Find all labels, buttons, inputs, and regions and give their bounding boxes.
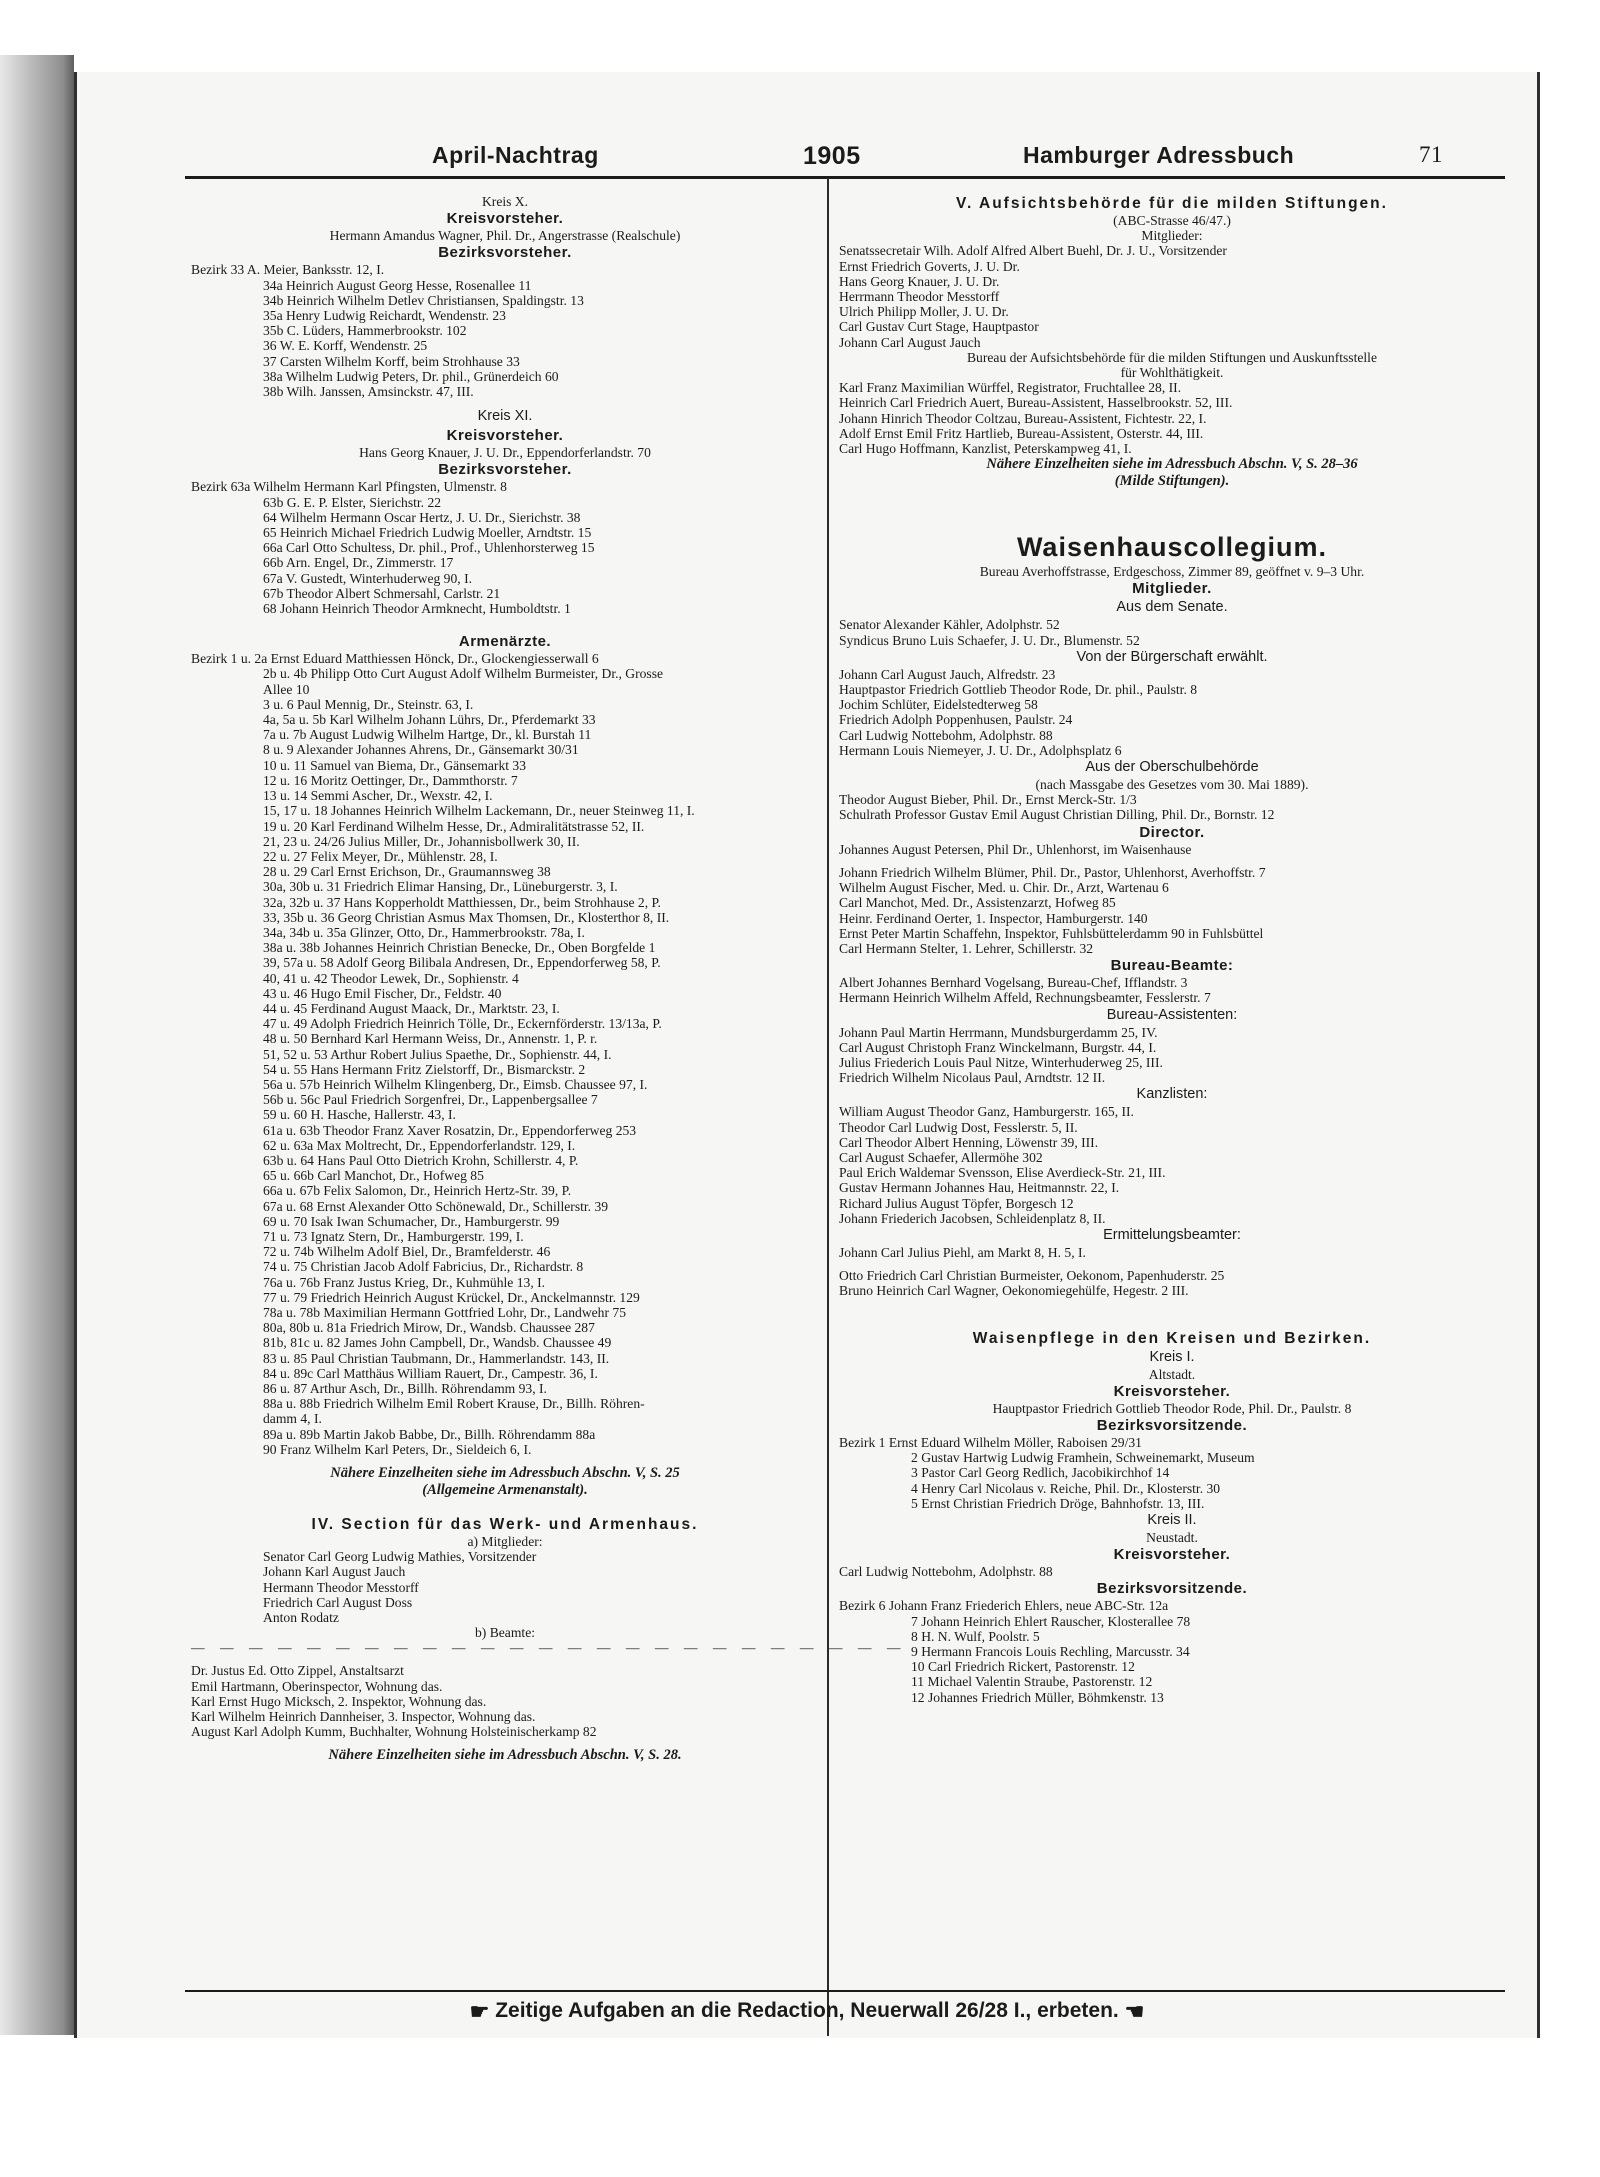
entry-line: 47 u. 49 Adolph Friedrich Heinrich Tölle, Dr., Eckernförderstr. 13/13a, P.: [263, 1016, 662, 1032]
entry-line: Hermann Theodor Messtorff: [263, 1579, 419, 1595]
entry-line: Friedrich Adolph Poppenhusen, Paulstr. 24: [839, 712, 1073, 728]
entry-line: Johann Hinrich Theodor Coltzau, Bureau-Assistent, Fichtestr. 22, I.: [839, 410, 1207, 426]
entry-line: William August Theodor Ganz, Hamburgerstr. 165, II.: [839, 1104, 1134, 1120]
entry-line: 13 u. 14 Semmi Ascher, Dr., Wexstr. 42, I.: [263, 788, 493, 804]
entry-line: Kreis X.: [481, 194, 529, 209]
entry-line: Hermann Amandus Wagner, Phil. Dr., Angerstrasse (Realschule): [329, 228, 681, 244]
spacer: [839, 1299, 1505, 1329]
entry-line: Gustav Hermann Johannes Hau, Heitmannstr. 22, I.: [839, 1180, 1120, 1196]
spacer: [839, 857, 1505, 865]
entry-line: (Milde Stiftungen).: [1114, 473, 1230, 490]
entry-line: 5 Ernst Christian Friedrich Dröge, Bahnhofstr. 13, III.: [911, 1495, 1205, 1511]
entry-line: Kreisvorsteher.: [1113, 1546, 1231, 1564]
entry-line: 56b u. 56c Paul Friedrich Sorgenfrei, Dr., Lappenbergsallee 7: [263, 1092, 598, 1108]
entry-line: Karl Franz Maximilian Würffel, Registrator, Fruchtallee 28, II.: [839, 380, 1182, 396]
entry-line: 34b Heinrich Wilhelm Detlev Christiansen, Spaldingstr. 13: [263, 292, 584, 308]
entry-line: Mitglieder:: [1141, 228, 1203, 244]
entry-line: Kreisvorsteher.: [1113, 1382, 1231, 1400]
entry-line: Bezirk 1 Ernst Eduard Wilhelm Möller, Raboisen 29/31: [839, 1434, 1142, 1450]
entry-line: Jochim Schlüter, Eidelstedterweg 58: [839, 697, 1038, 713]
entry-line: 7 Johann Heinrich Ehlert Rauscher, Klosterallee 78: [911, 1613, 1191, 1629]
entry-line: Friedrich Carl August Doss: [263, 1594, 413, 1610]
entry-line: Johannes August Petersen, Phil Dr., Uhlenhorst, im Waisenhause: [839, 841, 1192, 857]
entry-line: 2 Gustav Hartwig Ludwig Framhein, Schweinemarkt, Museum: [911, 1450, 1255, 1466]
entry-line: Karl Wilhelm Heinrich Dannheiser, 3. Inspector, Wohnung das.: [191, 1709, 536, 1725]
entry-line: Anton Rodatz: [263, 1610, 339, 1626]
entry-line: 68 Johann Heinrich Theodor Armknecht, Humboldtstr. 1: [263, 601, 571, 617]
entry-line: August Karl Adolph Kumm, Buchhalter, Wohnung Holsteinischerkamp 82: [191, 1724, 597, 1740]
entry-line: Nähere Einzelheiten siehe im Adressbuch Abschn. V, S. 25: [330, 1465, 680, 1482]
spacer: [191, 1739, 819, 1747]
entry-line: 10 Carl Friedrich Rickert, Pastorenstr. 12: [911, 1659, 1135, 1675]
entry-line: Bruno Heinrich Carl Wagner, Oekonomiegehülfe, Hegestr. 2 III.: [839, 1283, 1189, 1299]
entry-line: b) Beamte:: [474, 1625, 536, 1641]
entry-line: Senator Carl Georg Ludwig Mathies, Vorsitzender: [263, 1549, 537, 1565]
entry-line: IV. Section für das Werk- und Armenhaus.: [311, 1516, 699, 1534]
entry-line: 62 u. 63a Max Moltrecht, Dr., Eppendorferlandstr. 129, I.: [263, 1137, 576, 1153]
entry-line: 65 Heinrich Michael Friedrich Ludwig Moeller, Arndtstr. 15: [263, 525, 592, 541]
entry-line: Johann Carl August Jauch, Alfredstr. 23: [839, 666, 1056, 682]
entry-line: 44 u. 45 Ferdinand August Maack, Dr., Marktstr. 23, I.: [263, 1000, 560, 1016]
entry-line: 36 W. E. Korff, Wendenstr. 25: [263, 338, 428, 354]
page-header: [77, 142, 1537, 176]
entry-line: 77 u. 79 Friedrich Heinrich August Krückel, Dr., Anckelmannstr. 129: [263, 1289, 640, 1305]
spacer: [191, 616, 819, 632]
entry-line: Ermittelungsbeamter:: [1103, 1226, 1241, 1243]
entry-line: 72 u. 74b Wilhelm Adolf Biel, Dr., Bramfelderstr. 46: [263, 1244, 551, 1260]
entry-line: Hans Georg Knauer, J. U. Dr.: [839, 273, 1000, 289]
entry-line: Hauptpastor Friedrich Gottlieb Theodor Rode, Phil. Dr., Paulstr. 8: [992, 1400, 1352, 1416]
entry-line: Heinrich Carl Friedrich Auert, Bureau-Assistent, Hasselbrookstr. 52, III.: [839, 395, 1233, 411]
entry-line: 15, 17 u. 18 Johannes Heinrich Wilhelm Lackemann, Dr., neuer Steinweg 11, I.: [263, 803, 695, 819]
entry-line: Hans Georg Knauer, J. U. Dr., Eppendorferlandstr. 70: [359, 445, 651, 461]
header-left: April-Nachtrag: [432, 142, 599, 168]
entry-line: 12 u. 16 Moritz Oettinger, Dr., Dammthorstr. 7: [263, 772, 518, 788]
entry-line: Hermann Heinrich Wilhelm Affeld, Rechnungsbeamter, Fesslerstr. 7: [839, 990, 1211, 1006]
entry-line: Johann Karl August Jauch: [263, 1564, 406, 1580]
entry-line: 63b u. 64 Hans Paul Otto Dietrich Krohn, Schillerstr. 4, P.: [263, 1152, 579, 1168]
entry-line: 66a u. 67b Felix Salomon, Dr., Heinrich Hertz-Str. 39, P.: [263, 1183, 572, 1199]
entry-line: 88a u. 88b Friedrich Wilhelm Emil Robert Krause, Dr., Billh. Röhren-: [263, 1396, 645, 1412]
entry-line: 34a, 34b u. 35a Glinzer, Otto, Dr., Hammerbrookstr. 78a, I.: [263, 924, 585, 940]
entry-line: 67b Theodor Albert Schmersahl, Carlstr. 21: [263, 585, 501, 601]
entry-line: 56a u. 57b Heinrich Wilhelm Klingenberg, Dr., Eimsb. Chaussee 97, I.: [263, 1076, 648, 1092]
entry-line: 43 u. 46 Hugo Emil Fischer, Dr., Feldstr. 40: [263, 985, 502, 1001]
entry-line: 54 u. 55 Hans Hermann Fritz Zielstorff, Dr., Bismarckstr. 2: [263, 1061, 586, 1077]
entry-line: 38a u. 38b Johannes Heinrich Christian Benecke, Dr., Oben Borgfelde 1: [263, 940, 656, 956]
entry-line: Carl Gustav Curt Stage, Hauptpastor: [839, 319, 1039, 335]
scan-edge-left: [0, 55, 74, 2035]
header-rule: [185, 176, 1505, 179]
entry-line: Johann Paul Martin Herrmann, Mundsburgerdamm 25, IV.: [839, 1024, 1158, 1040]
footer-text: Zeitige Aufgaben an die Redaction, Neuerwall 26/28 I., erbeten.: [495, 1999, 1119, 2022]
entry-line: Schulrath Professor Gustav Emil August Christian Dilling, Phil. Dr., Bornstr. 12: [839, 807, 1275, 823]
entry-line: 89a u. 89b Martin Jakob Babbe, Dr., Billh. Röhrendamm 88a: [263, 1426, 596, 1442]
entry-line: 48 u. 50 Bernhard Karl Hermann Weiss, Dr., Annenstr. 1, P. r.: [263, 1031, 598, 1047]
entry-line: Karl Ernst Hugo Micksch, 2. Inspektor, Wohnung das.: [191, 1693, 487, 1709]
entry-line: 59 u. 60 H. Hasche, Hallerstr. 43, I.: [263, 1107, 456, 1123]
entry-line: 39, 57a u. 58 Adolf Georg Bilibala Andresen, Dr., Eppendorferweg 58, P.: [263, 955, 661, 971]
entry-line: Bureau der Aufsichtsbehörde für die milden Stiftungen und Auskunftsstelle: [966, 349, 1377, 365]
entry-line: Bezirk 1 u. 2a Ernst Eduard Matthiessen Hönck, Dr., Glockengiesserwall 6: [191, 651, 599, 667]
entry-line: Ernst Peter Martin Schaffehn, Inspektor, Fuhlsbüttelerdamm 90 in Fuhlsbüttel: [839, 925, 1264, 941]
entry-line: Carl Hermann Stelter, 1. Lehrer, Schillerstr. 32: [839, 940, 1094, 956]
entry-line: 51, 52 u. 53 Arthur Robert Julius Spaethe, Dr., Sophienstr. 44, I.: [263, 1046, 612, 1062]
entry-line: Senatssecretair Wilh. Adolf Alfred Albert Buehl, Dr. J. U., Vorsitzender: [839, 243, 1227, 259]
entry-line: Ulrich Philipp Moller, J. U. Dr.: [839, 304, 1009, 320]
entry-line: Dr. Justus Ed. Otto Zippel, Anstaltsarzt: [191, 1663, 404, 1679]
entry-line: Von der Bürgerschaft erwählt.: [1076, 648, 1268, 665]
entry-line: damm 4, I.: [263, 1411, 322, 1427]
entry-line: Friedrich Wilhelm Nicolaus Paul, Arndtstr. 12 II.: [839, 1070, 1106, 1086]
entry-line: 81b, 81c u. 82 James John Campbell, Dr., Wandsb. Chaussee 49: [263, 1335, 612, 1351]
entry-line: Johann Friedrich Wilhelm Blümer, Phil. Dr., Pastor, Uhlenhorst, Averhoffstr. 7: [839, 864, 1266, 880]
entry-line: Otto Friedrich Carl Christian Burmeister, Oekonom, Papenhuderstr. 25: [839, 1268, 1225, 1284]
entry-line: 76a u. 76b Franz Justus Krieg, Dr., Kuhmühle 13, I.: [263, 1274, 546, 1290]
entry-line: Emil Hartmann, Oberinspector, Wohnung das.: [191, 1678, 443, 1694]
entry-line: Waisenhauscollegium.: [1016, 532, 1328, 563]
entry-line: Kreis II.: [1147, 1511, 1197, 1528]
entry-line: Kreis XI.: [477, 408, 533, 425]
entry-line: Adolf Ernst Emil Fritz Hartlieb, Bureau-Assistent, Osterstr. 44, III.: [839, 425, 1204, 441]
entry-line: Director.: [1139, 823, 1205, 841]
pointing-hand-icon: ☛: [469, 1999, 490, 2024]
entry-line: Bureau-Assistenten:: [1106, 1006, 1238, 1023]
entry-line: Allee 10: [263, 681, 310, 697]
entry-line: Paul Erich Waldemar Svensson, Elise Averdieck-Str. 21, III.: [839, 1165, 1166, 1181]
entry-line: Altstadt.: [1148, 1366, 1196, 1382]
entry-line: Hermann Louis Niemeyer, J. U. Dr., Adolphsplatz 6: [839, 742, 1122, 758]
entry-line: Johann Carl August Jauch: [839, 334, 981, 350]
footer: [77, 1999, 1537, 2025]
entry-line: (Allgemeine Armenanstalt).: [422, 1482, 588, 1499]
entry-line: 8 H. N. Wulf, Poolstr. 5: [911, 1628, 1040, 1644]
entry-line: Senator Alexander Kähler, Adolphstr. 52: [839, 617, 1060, 633]
entry-line: 22 u. 27 Felix Meyer, Dr., Mühlenstr. 28, I.: [263, 848, 498, 864]
spacer: [191, 1655, 819, 1663]
entry-line: 8 u. 9 Alexander Johannes Ahrens, Dr., Gänsemarkt 30/31: [263, 742, 579, 758]
entry-line: Waisenpflege in den Kreisen und Bezirken.: [972, 1329, 1372, 1347]
entry-line: 35a Henry Ludwig Reichardt, Wendenstr. 23: [263, 308, 506, 324]
entry-line: Bureau Averhoffstrasse, Erdgeschoss, Zimmer 89, geöffnet v. 9–3 Uhr.: [979, 564, 1365, 580]
entry-line: Kreis I.: [1149, 1348, 1195, 1365]
entry-line: 9 Hermann Francois Louis Rechling, Marcusstr. 34: [911, 1644, 1190, 1659]
column-divider: [827, 178, 829, 2036]
entry-line: Armenärzte.: [458, 633, 552, 651]
spacer: [839, 1260, 1505, 1268]
entry-line: Mitglieder.: [1132, 580, 1212, 598]
entry-line: 64 Wilhelm Hermann Oscar Hertz, J. U. Dr., Sierichstr. 38: [263, 509, 581, 525]
spacer: [191, 1457, 819, 1465]
footer-rule: [185, 1990, 1505, 1992]
entry-line: 40, 41 u. 42 Theodor Lewek, Dr., Sophienstr. 4: [263, 970, 519, 986]
entry-line: Bezirk 63a Wilhelm Hermann Karl Pfingsten, Ulmenstr. 8: [191, 479, 507, 495]
entry-line: Carl Manchot, Med. Dr., Assistenzarzt, Hofweg 85: [839, 895, 1116, 911]
entry-line: Albert Johannes Bernhard Vogelsang, Bureau-Chef, Ifflandstr. 3: [839, 975, 1188, 991]
entry-line: Bezirk 6 Johann Franz Friederich Ehlers, neue ABC-Str. 12a: [839, 1598, 1169, 1614]
spacer: [191, 399, 819, 407]
entry-line: 71 u. 73 Ignatz Stern, Dr., Hamburgerstr. 199, I.: [263, 1228, 524, 1244]
entry-line: Johann Carl Julius Piehl, am Markt 8, H. 5, I.: [839, 1244, 1086, 1260]
entry-line: 90 Franz Wilhelm Karl Peters, Dr., Sieldeich 6, I.: [263, 1441, 532, 1457]
entry-line: 3 u. 6 Paul Mennig, Dr., Steinstr. 63, I.: [263, 696, 474, 712]
entry-line: 4 Henry Carl Nicolaus v. Reiche, Phil. Dr., Klosterstr. 30: [911, 1480, 1221, 1496]
entry-line: 38a Wilhelm Ludwig Peters, Dr. phil., Grünerdeich 60: [263, 368, 559, 384]
entry-line: Carl August Schaefer, Allermöhe 302: [839, 1149, 1043, 1165]
entry-line: Theodor August Bieber, Phil. Dr., Ernst Merck-Str. 1/3: [839, 792, 1137, 808]
entry-line: 67a u. 68 Ernst Alexander Otto Schönewald, Dr., Schillerstr. 39: [263, 1198, 609, 1214]
entry-line: — — — — — — — — — — — — — — — — — — — — — — — — —: [191, 1640, 907, 1656]
entry-line: a) Mitglieder:: [467, 1534, 543, 1550]
entry-line: 21, 23 u. 24/26 Julius Miller, Dr., Johannisbollwerk 30, II.: [263, 833, 580, 849]
left-column: [191, 194, 907, 1764]
entry-line: Theodor Carl Ludwig Dost, Fesslerstr. 5, II.: [839, 1119, 1078, 1135]
entry-line: 83 u. 85 Paul Christian Taubmann, Dr., Hammerlandstr. 143, II.: [263, 1350, 610, 1366]
entry-line: 2b u. 4b Philipp Otto Curt August Adolf Wilhelm Burmeister, Dr., Grosse: [263, 666, 664, 682]
entry-line: 32a, 32b u. 37 Hans Kopperholdt Matthiessen, Dr., beim Strohhause 2, P.: [263, 894, 661, 910]
entry-line: 65 u. 66b Carl Manchot, Dr., Hofweg 85: [263, 1168, 484, 1184]
spacer: [191, 1499, 819, 1515]
pointing-hand-icon-right: ☚: [1124, 1999, 1145, 2024]
entry-line: Carl Ludwig Nottebohm, Adolphstr. 88: [839, 1564, 1053, 1580]
right-column: [839, 194, 1505, 1705]
entry-line: Aus der Oberschulbehörde: [1085, 759, 1259, 776]
entry-line: 19 u. 20 Karl Ferdinand Wilhelm Hesse, Dr., Admiralitätstrasse 52, II.: [263, 818, 645, 834]
entry-line: 69 u. 70 Isak Iwan Schumacher, Dr., Hamburgerstr. 99: [263, 1213, 560, 1229]
entry-line: Nähere Einzelheiten siehe im Adressbuch Abschn. V, S. 28–36: [986, 456, 1358, 473]
entry-line: 10 u. 11 Samuel van Biema, Dr., Gänsemarkt 33: [263, 757, 527, 773]
entry-line: 37 Carsten Wilhelm Korff, beim Strohhause 33: [263, 353, 520, 369]
entry-line: Kreisvorsteher.: [446, 210, 564, 228]
entry-line: 66a Carl Otto Schultess, Dr. phil., Prof., Uhlenhorsterweg 15: [263, 540, 595, 556]
entry-line: für Wohlthätigkeit.: [1120, 365, 1224, 381]
entry-line: 61a u. 63b Theodor Franz Xaver Rosatzin, Dr., Eppendorferweg 253: [263, 1122, 637, 1138]
entry-line: Carl Hugo Hoffmann, Kanzlist, Peterskampweg 41, I.: [839, 441, 1132, 457]
entry-line: 35b C. Lüders, Hammerbrookstr. 102: [263, 323, 467, 339]
entry-line: Aus dem Senate.: [1116, 599, 1228, 616]
entry-line: Kreisvorsteher.: [446, 427, 564, 445]
entry-line: (nach Massgabe des Gesetzes vom 30. Mai 1889).: [1035, 777, 1309, 793]
entry-line: Nähere Einzelheiten siehe im Adressbuch Abschn. V, S. 28.: [328, 1747, 682, 1764]
entry-line: 12 Johannes Friedrich Müller, Böhmkenstr. 13: [911, 1689, 1164, 1705]
entry-line: 86 u. 87 Arthur Asch, Dr., Billh. Röhrendamm 93, I.: [263, 1381, 547, 1397]
entry-line: 78a u. 78b Maximilian Hermann Gottfried Lohr, Dr., Landwehr 75: [263, 1305, 627, 1320]
entry-line: Carl Ludwig Nottebohm, Adolphstr. 88: [839, 727, 1053, 743]
entry-line: Carl Theodor Albert Henning, Löwenstr 39, III.: [839, 1134, 1099, 1150]
entry-line: Syndicus Bruno Luis Schaefer, J. U. Dr., Blumenstr. 52: [839, 632, 1140, 648]
entry-line: 7a u. 7b August Ludwig Wilhelm Hartge, Dr., kl. Burstah 11: [263, 727, 592, 743]
entry-line: Richard Julius August Töpfer, Borgesch 12: [839, 1195, 1074, 1211]
entry-line: 3 Pastor Carl Georg Redlich, Jacobikirchhof 14: [911, 1465, 1170, 1481]
header-title: Hamburger Adressbuch: [1023, 142, 1295, 168]
entry-line: Carl August Christoph Franz Winckelmann, Burgstr. 44, I.: [839, 1039, 1157, 1055]
entry-line: Heinr. Ferdinand Oerter, 1. Inspector, Hamburgerstr. 140: [839, 910, 1148, 926]
entry-line: 28 u. 29 Carl Ernst Erichson, Dr., Graumannsweg 38: [263, 864, 551, 880]
entry-line: 30a, 30b u. 31 Friedrich Elimar Hansing, Dr., Lüneburgerstr. 3, I.: [263, 879, 618, 895]
entry-line: Bureau-Beamte:: [1110, 957, 1234, 975]
entry-line: Neustadt.: [1146, 1529, 1198, 1545]
entry-line: Hauptpastor Friedrich Gottlieb Theodor Rode, Dr. phil., Paulstr. 8: [839, 682, 1198, 698]
entry-line: 67a V. Gustedt, Winterhuderweg 90, I.: [263, 570, 472, 586]
entry-line: 33, 35b u. 36 Georg Christian Asmus Max Thomsen, Dr., Klosterthor 8, II.: [263, 909, 670, 925]
entry-line: Bezirksvorsitzende.: [1096, 1416, 1248, 1434]
entry-line: 34a Heinrich August Georg Hesse, Rosenallee 11: [263, 277, 532, 293]
entry-line: 80a, 80b u. 81a Friedrich Mirow, Dr., Wandsb. Chaussee 287: [263, 1320, 595, 1336]
page-number: 71: [1419, 142, 1443, 167]
entry-line: Bezirksvorsteher.: [438, 244, 572, 262]
entry-line: 38b Wilh. Janssen, Amsinckstr. 47, III.: [263, 384, 474, 400]
entry-line: 84 u. 89c Carl Matthäus William Rauert, Dr., Campestr. 36, I.: [263, 1365, 598, 1381]
entry-line: Kanzlisten:: [1136, 1086, 1208, 1103]
entry-line: Wilhelm August Fischer, Med. u. Chir. Dr., Arzt, Wartenau 6: [839, 880, 1169, 896]
entry-line: 66b Arn. Engel, Dr., Zimmerstr. 17: [263, 555, 454, 571]
entry-line: Bezirk 33 A. Meier, Banksstr. 12, I.: [191, 262, 385, 278]
entry-line: Johann Friederich Jacobsen, Schleidenplatz 8, II.: [839, 1210, 1106, 1226]
header-year: 1905: [803, 142, 861, 170]
entry-line: 74 u. 75 Christian Jacob Adolf Fabricius, Dr., Richardstr. 8: [263, 1259, 584, 1275]
entry-line: Bezirksvorsteher.: [438, 461, 572, 479]
entry-line: Bezirksvorsitzende.: [1096, 1580, 1248, 1598]
document-page: [74, 72, 1540, 2038]
entry-line: Herrmann Theodor Messtorff: [839, 289, 1000, 305]
entry-line: (ABC-Strasse 46/47.): [1113, 213, 1231, 228]
entry-line: Ernst Friedrich Goverts, J. U. Dr.: [839, 258, 1020, 274]
entry-line: 4a, 5a u. 5b Karl Wilhelm Johann Lührs, Dr., Pferdemarkt 33: [263, 712, 596, 728]
entry-line: 63b G. E. P. Elster, Sierichstr. 22: [263, 494, 442, 510]
entry-line: Julius Friederich Louis Paul Nitze, Winterhuderweg 25, III.: [839, 1054, 1163, 1070]
entry-line: 11 Michael Valentin Straube, Pastorenstr. 12: [911, 1674, 1153, 1690]
entry-line: V. Aufsichtsbehörde für die milden Stiftungen.: [956, 195, 1388, 212]
